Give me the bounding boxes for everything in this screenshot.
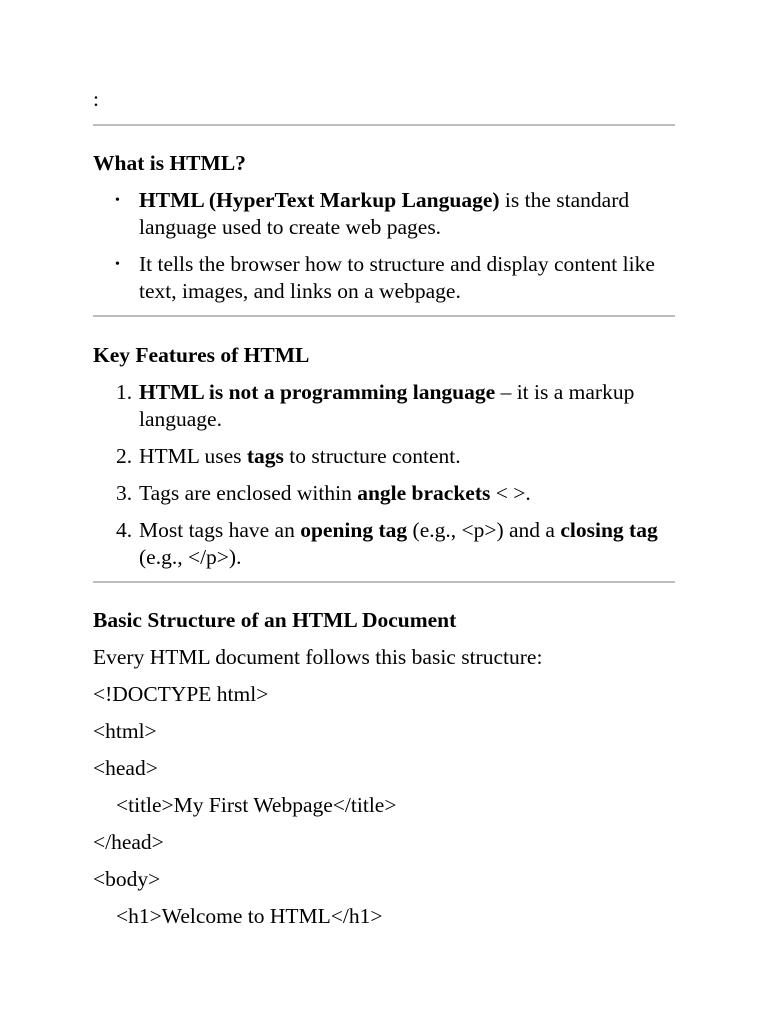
list-item: [93, 379, 675, 433]
item-text: Tags are enclosed within: [139, 481, 358, 505]
document-content: [93, 86, 675, 930]
item-text: is the standard language used to create web pages.: [139, 188, 630, 239]
what-is-html-list: [93, 187, 675, 305]
code-line-h1: <h1>Welcome to HTML</h1>: [116, 904, 383, 928]
leading-colon: :: [93, 87, 99, 111]
item-text: < >.: [490, 481, 531, 505]
item-text: to structure content.: [283, 444, 461, 468]
item-number: 1.: [116, 380, 133, 404]
code-line-html: <html>: [93, 719, 157, 743]
item-text: HTML uses: [139, 444, 247, 468]
item-number: 2.: [116, 444, 133, 468]
code-line-title: <title>My First Webpage</title>: [116, 793, 397, 817]
divider: [93, 581, 675, 583]
code-line-body: <body>: [93, 867, 161, 891]
item-text: (e.g., </p>).: [139, 545, 242, 569]
heading-what-is-html: What is HTML?: [93, 151, 246, 175]
item-text: – it is a markup language.: [139, 380, 635, 431]
item-text: Most tags have an: [139, 518, 301, 542]
bold-term: HTML (HyperText Markup Language): [139, 188, 500, 212]
heading-basic-structure: Basic Structure of an HTML Document: [93, 608, 457, 632]
divider: [93, 315, 675, 317]
item-text: (e.g., <p>) and a: [407, 518, 561, 542]
bullet-icon: •: [115, 193, 120, 208]
bold-term: closing tag: [560, 518, 658, 542]
list-item: [93, 187, 675, 241]
code-line-head-close: </head>: [93, 830, 164, 854]
bold-term: HTML is not a programming language: [139, 380, 496, 404]
bold-term: opening tag: [300, 518, 408, 542]
item-number: 3.: [116, 481, 133, 505]
heading-key-features: Key Features of HTML: [93, 343, 310, 367]
key-features-list: [93, 379, 675, 571]
item-number: 4.: [116, 518, 133, 542]
list-item: [93, 443, 675, 470]
list-item: [93, 517, 675, 571]
structure-intro: Every HTML document follows this basic structure:: [93, 645, 543, 669]
bullet-icon: •: [115, 257, 120, 272]
list-item: [93, 480, 675, 507]
bold-term: tags: [246, 444, 284, 468]
bold-term: angle brackets: [357, 481, 491, 505]
code-line-doctype: <!DOCTYPE html>: [93, 682, 269, 706]
item-text: It tells the browser how to structure and display content like text, images, and links on a webpage.: [139, 252, 655, 303]
code-line-head: <head>: [93, 756, 158, 780]
list-item: [93, 251, 675, 305]
divider: [93, 124, 675, 126]
